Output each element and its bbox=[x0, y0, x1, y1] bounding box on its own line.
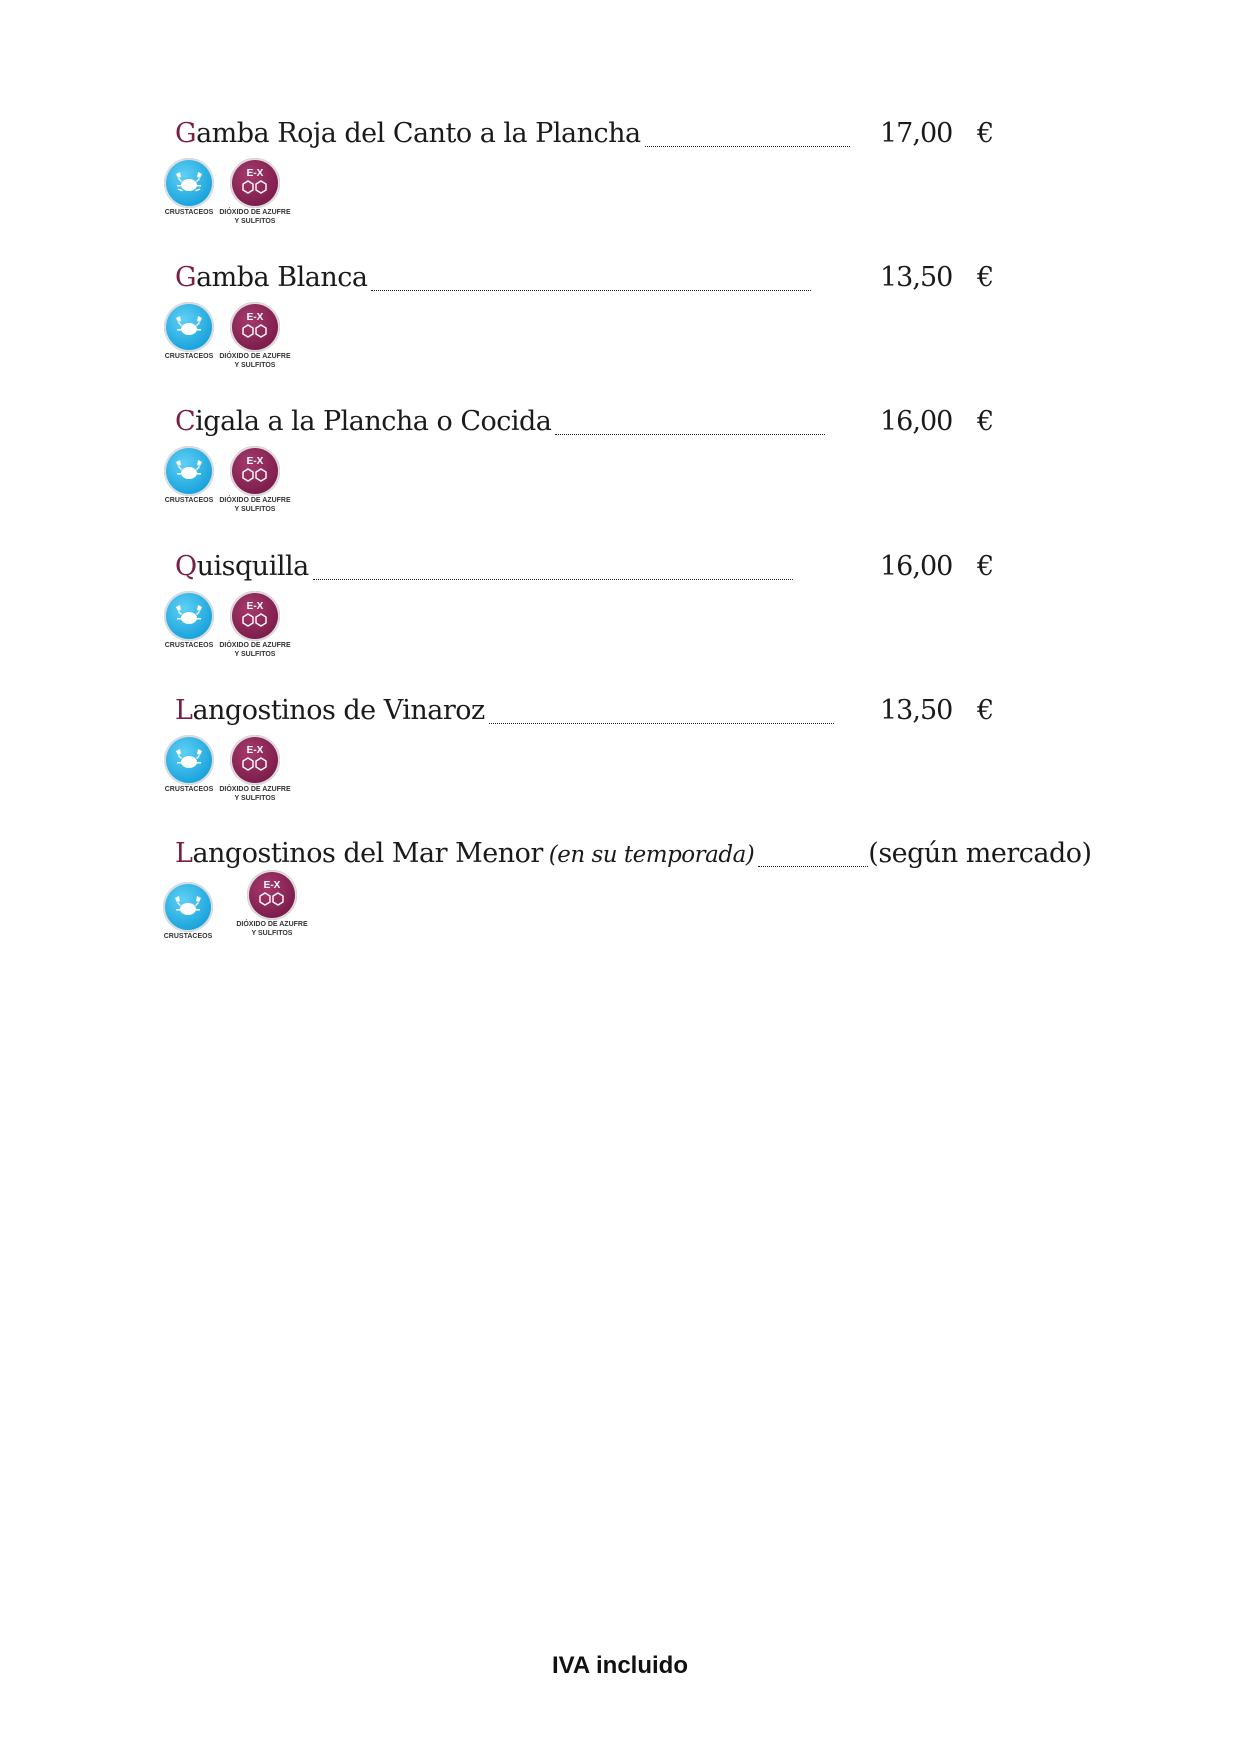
allergen-caption-line1: DIÓXIDO DE AZUFRE bbox=[236, 921, 308, 928]
currency: € bbox=[977, 406, 995, 437]
menu-item bbox=[164, 262, 1015, 372]
allergen-sulphites bbox=[215, 591, 295, 659]
allergen-caption-line2: Y SULFITOS bbox=[234, 795, 276, 802]
crab-icon bbox=[164, 735, 214, 785]
allergen-caption-line1: DIÓXIDO DE AZUFRE bbox=[219, 353, 291, 360]
price: 13,50 bbox=[880, 262, 953, 293]
allergen-icons bbox=[164, 158, 1015, 228]
dish-name bbox=[175, 695, 485, 726]
allergen-caption-line2: Y SULFITOS bbox=[234, 506, 276, 513]
currency: € bbox=[977, 118, 995, 149]
allergen-code: E-X bbox=[263, 880, 281, 891]
crab-icon bbox=[163, 882, 213, 932]
molecule-icon bbox=[230, 302, 280, 352]
menu-item-line bbox=[175, 838, 1092, 874]
allergen-sulphites bbox=[215, 446, 295, 514]
currency: € bbox=[977, 551, 995, 582]
price: 16,00 bbox=[880, 551, 953, 582]
allergen-crustaceans bbox=[148, 882, 228, 941]
allergen-caption-line2: Y SULFITOS bbox=[234, 362, 276, 369]
dot-leader bbox=[758, 863, 868, 867]
dish-name-rest: amba Roja del Canto a la Plancha bbox=[196, 118, 641, 149]
molecule-icon bbox=[230, 591, 280, 641]
dish-initial: L bbox=[175, 695, 193, 726]
allergen-caption-line1: DIÓXIDO DE AZUFRE bbox=[219, 209, 291, 216]
menu-item bbox=[164, 406, 1015, 516]
allergen-code: E-X bbox=[246, 456, 264, 467]
price: 16,00 bbox=[880, 406, 953, 437]
allergen-caption-line2: Y SULFITOS bbox=[251, 930, 293, 937]
allergen-caption: CRUSTACEOS bbox=[163, 933, 213, 940]
menu-item bbox=[163, 838, 1092, 952]
dot-leader bbox=[555, 431, 825, 435]
allergen-caption-line1: DIÓXIDO DE AZUFRE bbox=[219, 642, 291, 649]
molecule-icon bbox=[230, 158, 280, 208]
molecule-icon bbox=[247, 870, 297, 920]
dot-leader bbox=[371, 287, 811, 291]
allergen-caption-line2: Y SULFITOS bbox=[234, 218, 276, 225]
allergen-caption: CRUSTACEOS bbox=[164, 353, 214, 360]
dish-name-rest: uisquilla bbox=[196, 551, 309, 582]
allergen-code: E-X bbox=[246, 745, 264, 756]
crab-icon bbox=[164, 591, 214, 641]
allergen-caption: CRUSTACEOS bbox=[164, 209, 214, 216]
allergen-icons bbox=[163, 880, 1015, 952]
dish-name-rest: angostinos del Mar Menor bbox=[192, 838, 543, 869]
dish-name bbox=[175, 838, 543, 869]
allergen-code: E-X bbox=[246, 601, 264, 612]
crab-icon bbox=[164, 302, 214, 352]
allergen-caption-line2: Y SULFITOS bbox=[234, 651, 276, 658]
allergen-code: E-X bbox=[246, 312, 264, 323]
dish-name bbox=[175, 406, 551, 437]
price: 13,50 bbox=[880, 695, 953, 726]
allergen-caption: CRUSTACEOS bbox=[164, 786, 214, 793]
molecule-icon bbox=[230, 735, 280, 785]
crab-icon bbox=[164, 446, 214, 496]
dot-leader bbox=[645, 143, 850, 147]
dish-initial: G bbox=[175, 262, 197, 293]
dish-name bbox=[175, 118, 641, 149]
allergen-caption: CRUSTACEOS bbox=[164, 642, 214, 649]
price: 17,00 bbox=[880, 118, 953, 149]
dot-leader bbox=[489, 720, 834, 724]
dish-initial: C bbox=[175, 406, 196, 437]
currency: € bbox=[977, 262, 995, 293]
dish-name-rest: angostinos de Vinaroz bbox=[192, 695, 485, 726]
allergen-caption: CRUSTACEOS bbox=[164, 497, 214, 504]
allergen-sulphites bbox=[215, 158, 295, 226]
molecule-icon bbox=[230, 446, 280, 496]
dot-leader bbox=[313, 576, 793, 580]
allergen-caption-line1: DIÓXIDO DE AZUFRE bbox=[219, 786, 291, 793]
dish-name-rest: igala a la Plancha o Cocida bbox=[195, 406, 552, 437]
season-note: (en su temporada) bbox=[548, 842, 755, 868]
menu-item bbox=[164, 551, 1015, 661]
allergen-sulphites bbox=[215, 735, 295, 803]
allergen-code: E-X bbox=[246, 168, 264, 179]
allergen-icons bbox=[164, 446, 1015, 516]
menu-item bbox=[164, 118, 1015, 228]
menu-item bbox=[164, 695, 1015, 805]
allergen-icons bbox=[164, 591, 1015, 661]
crab-icon bbox=[164, 158, 214, 208]
allergen-sulphites bbox=[215, 302, 295, 370]
dish-initial: L bbox=[175, 838, 193, 869]
dish-name-rest: amba Blanca bbox=[196, 262, 368, 293]
allergen-sulphites bbox=[232, 870, 312, 938]
dish-name bbox=[175, 262, 367, 293]
dish-initial: G bbox=[175, 118, 197, 149]
allergen-icons bbox=[164, 735, 1015, 805]
allergen-icons bbox=[164, 302, 1015, 372]
dish-initial: Q bbox=[175, 551, 197, 582]
dish-name bbox=[175, 551, 309, 582]
currency: € bbox=[977, 695, 995, 726]
tax-note: IVA incluido bbox=[552, 1652, 688, 1679]
allergen-caption-line1: DIÓXIDO DE AZUFRE bbox=[219, 497, 291, 504]
market-price: (según mercado) bbox=[868, 838, 1092, 869]
